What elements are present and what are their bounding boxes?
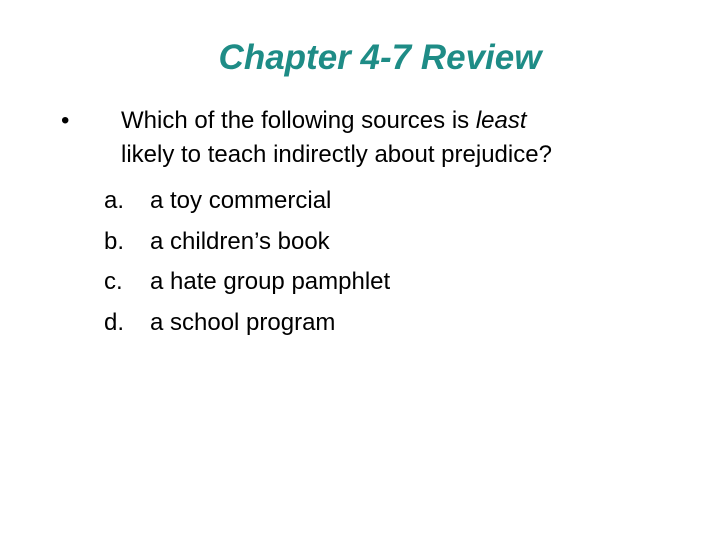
- answer-list: [104, 184, 664, 346]
- bullet-icon: •: [61, 107, 70, 134]
- answer-letter: b.: [104, 227, 125, 255]
- answer-text: a hate group pamphlet: [150, 268, 391, 295]
- question-line-2: likely to teach indirectly about prejudice?: [121, 141, 552, 168]
- question-text: [121, 104, 720, 172]
- answer-letter: a.: [104, 187, 125, 214]
- answer-text: a toy commercial: [150, 187, 332, 214]
- question-part-1: Which of the following sources is: [121, 107, 476, 134]
- question-line-1: [121, 104, 720, 138]
- answer-option-c: [104, 265, 664, 306]
- answer-text: a school program: [150, 308, 336, 336]
- answer-letter: c.: [104, 268, 123, 295]
- slide-title: Chapter 4-7 Review: [218, 38, 542, 77]
- answer-option-b: [104, 225, 664, 266]
- answer-text: a children’s book: [150, 227, 330, 255]
- answer-option-d: [104, 306, 664, 347]
- question-emphasis: least: [475, 107, 527, 134]
- answer-letter: d.: [104, 308, 125, 336]
- answer-option-a: [104, 184, 664, 225]
